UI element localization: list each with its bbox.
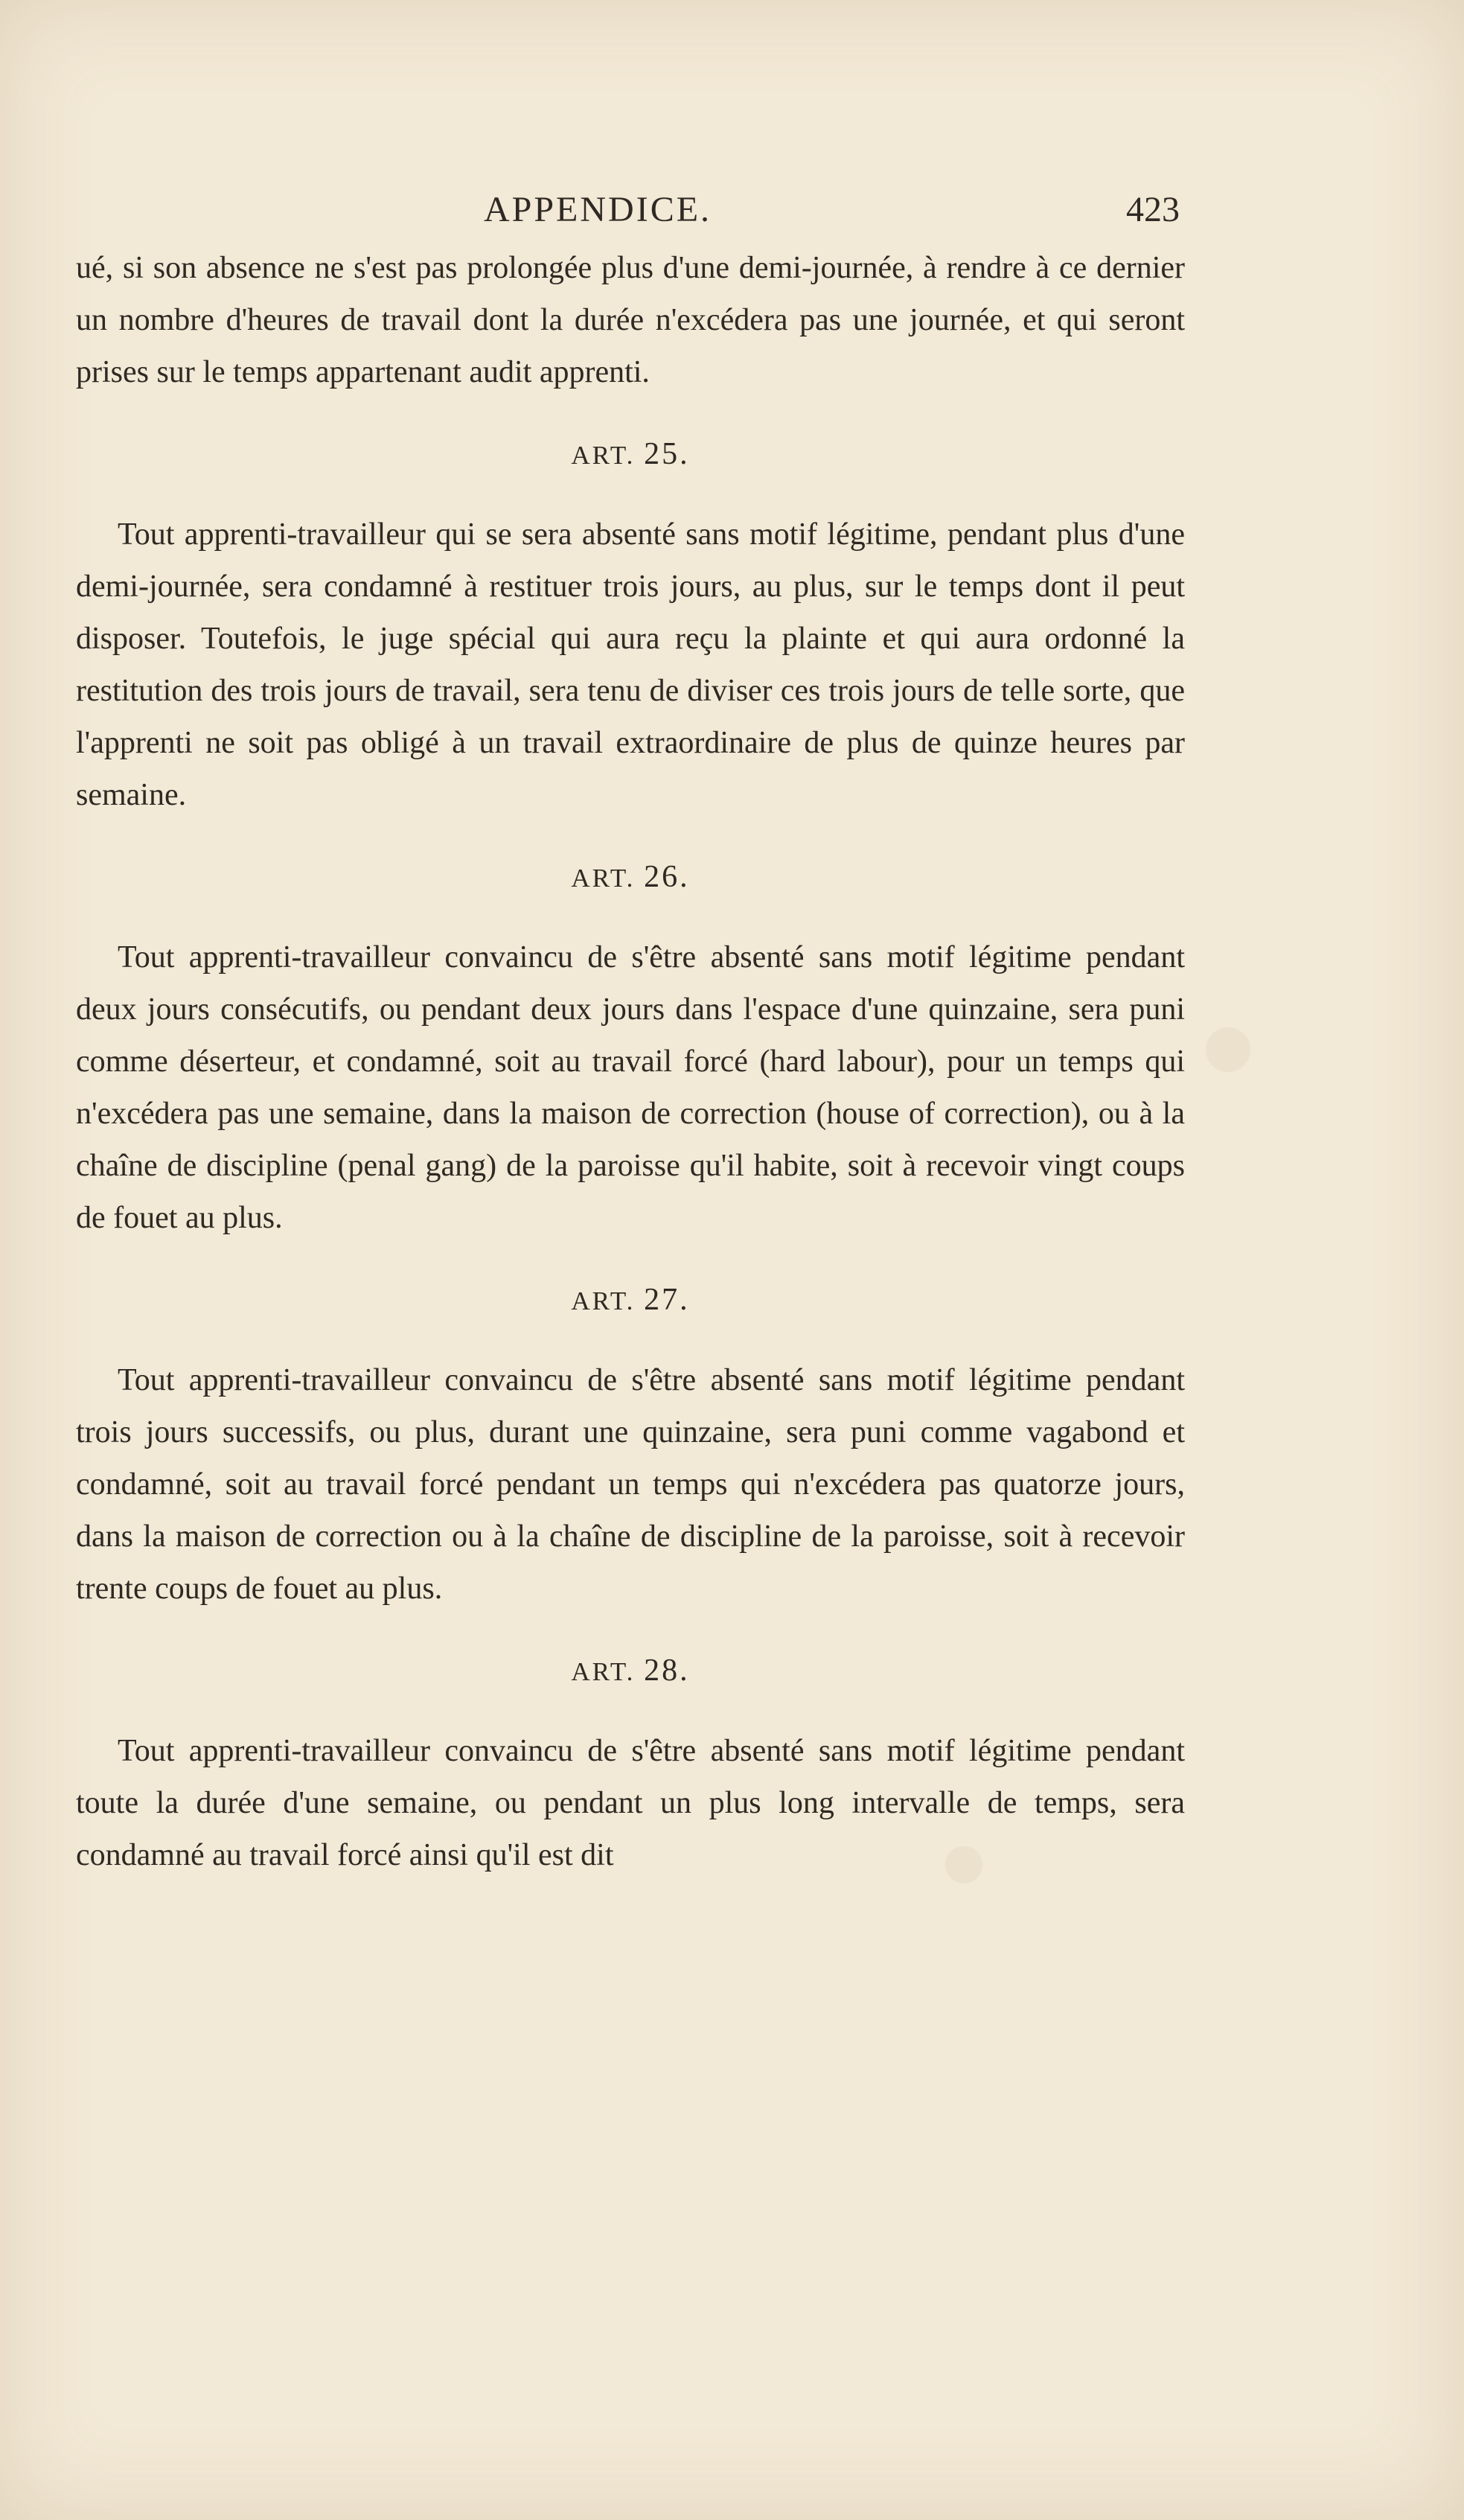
article-heading-26 — [76, 840, 1185, 913]
article-26-paragraph: Tout apprenti-travailleur convaincu de s'être absenté sans motif légitime pendant deux jours consécutifs, ou pendant deux jours dans l'espace d'une quinzaine, sera puni comme déserteur, et condamné, soit au travail forcé (hard labour), pour un temps qui n'excédera pas une semaine, dans la maison de correction (house of correction), ou à la chaîne de discipline (penal gang) de la paroisse qu'il habite, soit à recevoir vingt coups de fouet au plus. — [76, 940, 1185, 1235]
article-number: 26. — [644, 860, 690, 894]
paragraph-continued: ué, si son absence ne s'est pas prolongée plus d'une demi-journée, à rendre à ce dernier un nombre d'heures de travail dont la durée n'excédera pas une journée, et qui seront prises sur le temps appartenant audit apprenti. — [76, 251, 1185, 389]
paper-stain — [1206, 1027, 1250, 1072]
article-28-paragraph: Tout apprenti-travailleur convaincu de s'être absenté sans motif légitime pendant toute la durée d'une semaine, ou pendant un plus long intervalle de temps, sera condamné au travail forcé ainsi qu'il est dit — [76, 1734, 1185, 1872]
running-title: APPENDICE. — [484, 190, 712, 229]
article-label: ART. — [571, 1286, 636, 1315]
article-number: 25. — [644, 437, 690, 471]
article-heading-27 — [76, 1263, 1185, 1336]
article-heading-25 — [76, 418, 1185, 491]
article-number: 27. — [644, 1283, 690, 1317]
article-number: 28. — [644, 1653, 690, 1688]
running-head — [484, 186, 1180, 234]
body-text — [76, 242, 1185, 1881]
article-label: ART. — [571, 441, 636, 470]
article-label: ART. — [571, 1657, 636, 1686]
article-heading-28 — [76, 1634, 1185, 1707]
article-25-paragraph: Tout apprenti-travailleur qui se sera absenté sans motif légitime, pendant plus d'une demi-journée, sera condamné à restituer trois jours, au plus, sur le temps dont il peut disposer. Toutefois, le juge spécial qui aura reçu la plainte et qui aura ordonné la restitution des trois jours de travail, sera tenu de diviser ces trois jours de telle sorte, que l'apprenti ne soit pas obligé à un travail extraordinaire de plus de quinze heures par semaine. — [76, 517, 1185, 812]
article-27-paragraph: Tout apprenti-travailleur convaincu de s'être absenté sans motif légitime pendant trois jours successifs, ou plus, durant une quinzaine, sera puni comme vagabond et condamné, soit au travail forcé pendant un temps qui n'excédera pas quatorze jours, dans la maison de correction ou à la chaîne de discipline de la paroisse, soit à recevoir trente coups de fouet au plus. — [76, 1363, 1185, 1606]
article-label: ART. — [571, 864, 636, 893]
page-number: 423 — [1126, 190, 1180, 229]
